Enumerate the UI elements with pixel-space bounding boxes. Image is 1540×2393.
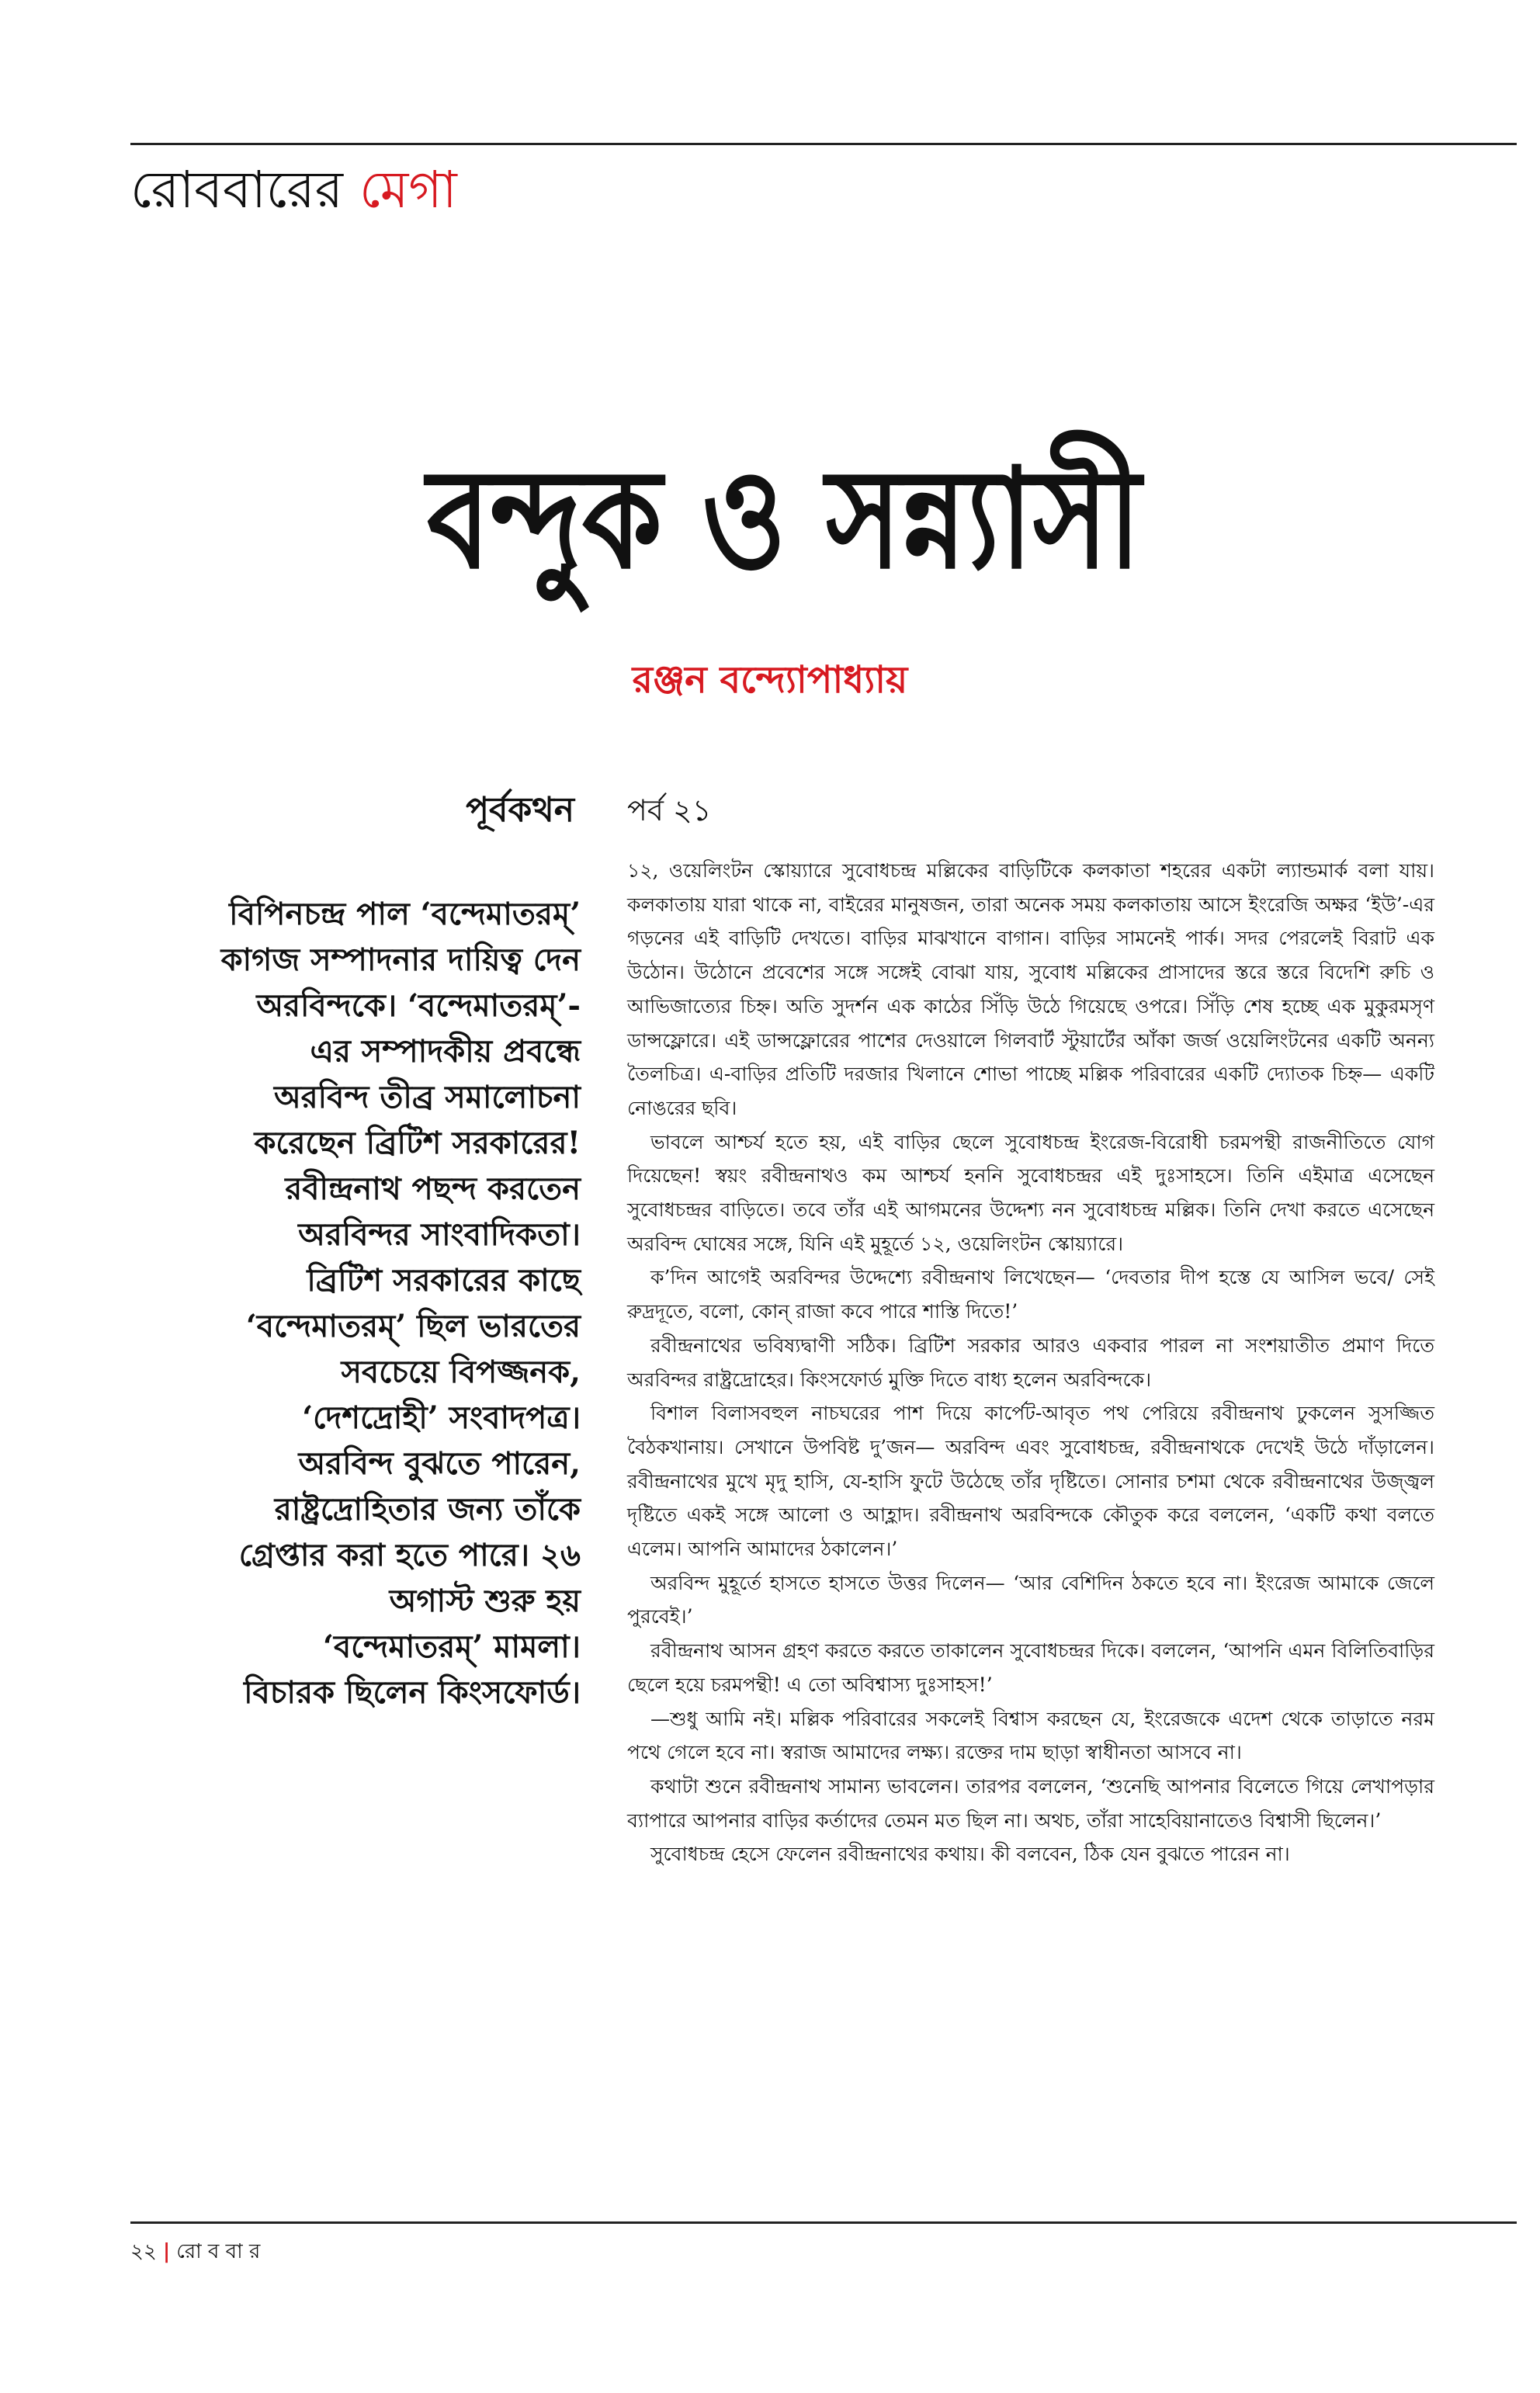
- prologue-line: অরবিন্দ বুঝতে পারেন,: [298, 1445, 581, 1482]
- article-paragraph: ভাবলে আশ্চর্য হতে হয়, এই বাড়ির ছেলে সুবোধচন্দ্র ইংরেজ-বিরোধী চরমপন্থী রাজনীতিতে যোগ দিয়েছেন! স্বয়ং রবীন্দ্রনাথও কম আশ্চর্য হননি সুবোধচন্দ্রর এই দুঃসাহসে। তিনি এইমাত্র এসেছেন সুবোধচন্দ্রর বাড়িতে। তবে তাঁর এই আগমনের উদ্দেশ্য নন সুবোধচন্দ্র মল্লিক। তিনি দেখা করতে এসেছেন অরবিন্দ ঘোষের সঙ্গে, যিনি এই মুহূর্তে ১২, ওয়েলিংটন স্কোয়্যারে।: [627, 1130, 1434, 1255]
- prologue-line: রাষ্ট্রদ্রোহিতার জন্য তাঁকে: [274, 1491, 581, 1528]
- section-header: [130, 160, 457, 220]
- article-paragraph: ক’দিন আগেই অরবিন্দর উদ্দেশ্যে রবীন্দ্রনাথ লিখেছেন— ‘দেবতার দীপ হস্তে যে আসিল ভবে/ সেই রুদ্রদূতে, বলো, কোন্ রাজা কবে পারে শাস্তি দিতে!’: [627, 1266, 1434, 1323]
- prologue-line: বিচারক ছিলেন কিংসফোর্ড।: [244, 1674, 581, 1711]
- prologue-line: রবীন্দ্রনাথ পছন্দ করতেন: [285, 1170, 581, 1207]
- article-paragraph: বিশাল বিলাসবহুল নাচঘরের পাশ দিয়ে কার্পেট-আবৃত পথ পেরিয়ে রবীন্দ্রনাথ ঢুকলেন সুসজ্জিত বৈঠকখানায়। সেখানে উপবিষ্ট দু’জন— অরবিন্দ এবং সুবোধচন্দ্র, রবীন্দ্রনাথকে দেখেই উঠে দাঁড়ালেন। রবীন্দ্রনাথের মুখে মৃদু হাসি, যে-হাসি ফুটে উঠেছে তাঁর দৃষ্টিতে। সোনার চশমা থেকে রবীন্দ্রনাথের উজ্জ্বল দৃষ্টিতে একই সঙ্গে আলো ও আহ্লাদ। রবীন্দ্রনাথ অরবিন্দকে কৌতুক করে বললেন, ‘একটি কথা বলতে এলেম। আপনি আমাদের ঠকালেন।’: [627, 1402, 1434, 1561]
- prologue-line: অরবিন্দকে। ‘বন্দেমাতরম্’-: [256, 987, 581, 1024]
- article-paragraph: —শুধু আমি নই। মল্লিক পরিবারের সকলেই বিশ্বাস করছেন যে, ইংরেজকে এদেশ থেকে তাড়াতে নরম পথে গেলে হবে না। স্বরাজ আমাদের লক্ষ্য। রক্তের দাম ছাড়া স্বাধীনতা আসবে না।: [627, 1707, 1434, 1764]
- prologue-line: এর সম্পাদকীয় প্রবন্ধে: [310, 1033, 581, 1070]
- prologue-line: কাগজ সম্পাদনার দায়িত্ব দেন: [220, 942, 581, 978]
- article-paragraph: ১২, ওয়েলিংটন স্কোয়্যারে সুবোধচন্দ্র মল্লিকের বাড়িটিকে কলকাতা শহরের একটা ল্যান্ডমার্ক বলা যায়। কলকাতায় যারা থাকে না, বাইরের মানুষজন, তারা অনেক সময় কলকাতায় আসে ইংরেজি অক্ষর ‘ইউ’-এর গড়নের এই বাড়িটি দেখতে। বাড়ির মাঝখানে বাগান। বাড়ির সামনেই পার্ক। সদর পেরলেই বিরাট এক উঠোন। উঠোনে প্রবেশের সঙ্গে সঙ্গেই বোঝা যায়, সুবোধ মল্লিকের প্রাসাদের স্তরে স্তরে বিদেশি রুচি ও আভিজাত্যের চিহ্ন। অতি সুদর্শন এক কাঠের সিঁড়ি উঠে গিয়েছে ওপরে। সিঁড়ি শেষ হচ্ছে এক মুকুরমসৃণ ডান্সফ্লোরে। এই ডান্সফ্লোরের পাশের দেওয়ালে গিলবার্ট স্টুয়ার্টের আঁকা জর্জ ওয়েলিংটনের একটি অনন্য তৈলচিত্র। এ-বাড়ির প্রতিটি দরজার খিলানে শোভা পাচ্ছে মল্লিক পরিবারের একটি দ্যোতক চিহ্ন— একটি নোঙরের ছবি।: [627, 859, 1434, 1119]
- prologue-line: অরবিন্দর সাংবাদিকতা।: [298, 1216, 581, 1253]
- prologue-summary: [155, 891, 581, 1715]
- bottom-rule: [130, 2221, 1517, 2224]
- article-paragraph: রবীন্দ্রনাথের ভবিষ্যদ্বাণী সঠিক। ব্রিটিশ সরকার আরও একবার পারল না সংশয়াতীত প্রমাণ দিতে অরবিন্দর রাষ্ট্রদ্রোহের। কিংসফোর্ড মুক্তি দিতে বাধ্য হলেন অরবিন্দকে।: [627, 1333, 1434, 1391]
- episode-label: পর্ব ২১: [627, 793, 712, 827]
- prologue-line: ‘বন্দেমাতরম্’ মামলা।: [323, 1628, 581, 1665]
- prologue-line: করেছেন ব্রিটিশ সরকারের!: [254, 1125, 581, 1161]
- prologue-line: বিপিনচন্দ্র পাল ‘বন্দেমাতরম্’: [229, 896, 581, 932]
- masthead-title-text: বন্দুক ও সন্ন্যাসী: [427, 437, 1291, 599]
- masthead-title: [419, 435, 1291, 613]
- page-footer: [130, 2240, 260, 2264]
- page-number: ২২: [130, 2240, 157, 2263]
- section-accent: মেগা: [359, 160, 457, 220]
- prologue-line: ব্রিটিশ সরকারের কাছে: [307, 1262, 581, 1299]
- article-paragraph: কথাটা শুনে রবীন্দ্রনাথ সামান্য ভাবলেন। তারপর বললেন, ‘শুনেছি আপনার বিলেতে গিয়ে লেখাপড়ার ব্যাপারে আপনার বাড়ির কর্তাদের তেমন মত ছিল না। অথচ, তাঁরা সাহেবিয়ানাতেও বিশ্বাসী ছিলেন।’: [627, 1774, 1434, 1832]
- prologue-line: ‘দেশদ্রোহী’ সংবাদপত্র।: [302, 1399, 581, 1436]
- prologue-line: অগাস্ট শুরু হয়: [389, 1583, 581, 1619]
- prologue-line: অরবিন্দ তীব্র সমালোচনা: [274, 1079, 581, 1115]
- author-name: রঞ্জন বন্দ্যোপাধ্যায়: [632, 658, 908, 702]
- article-paragraph: সুবোধচন্দ্র হেসে ফেলেন রবীন্দ্রনাথের কথায়। কী বলবেন, ঠিক যেন বুঝতে পারেন না।: [650, 1843, 1290, 1866]
- article-paragraph: রবীন্দ্রনাথ আসন গ্রহণ করতে করতে তাকালেন সুবোধচন্দ্রর দিকে। বললেন, ‘আপনি এমন বিলিতিবাড়ির ছেলে হয়ে চরমপন্থী! এ তো অবিশ্বাস্য দুঃসাহস!’: [627, 1639, 1434, 1696]
- article-paragraph: অরবিন্দ মুহূর্তে হাসতে হাসতে উত্তর দিলেন— ‘আর বেশিদিন ঠকতে হবে না। ইংরেজ আমাকে জেলে পুরবেই।’: [627, 1571, 1434, 1628]
- prologue-heading: পূর্বকথন: [466, 790, 574, 830]
- top-rule: [130, 143, 1517, 145]
- publication-name: রো ব বা র: [176, 2240, 261, 2263]
- prologue-line: সবচেয়ে বিপজ্জনক,: [341, 1354, 581, 1390]
- article-body: [627, 854, 1434, 1871]
- prologue-line: ‘বন্দেমাতরম্’ ছিল ভারতের: [245, 1308, 581, 1344]
- prologue-line: গ্রেপ্তার করা হতে পারে। ২৬: [238, 1537, 581, 1573]
- section-prefix: রোববারের: [130, 160, 343, 220]
- footer-separator: |: [162, 2240, 171, 2263]
